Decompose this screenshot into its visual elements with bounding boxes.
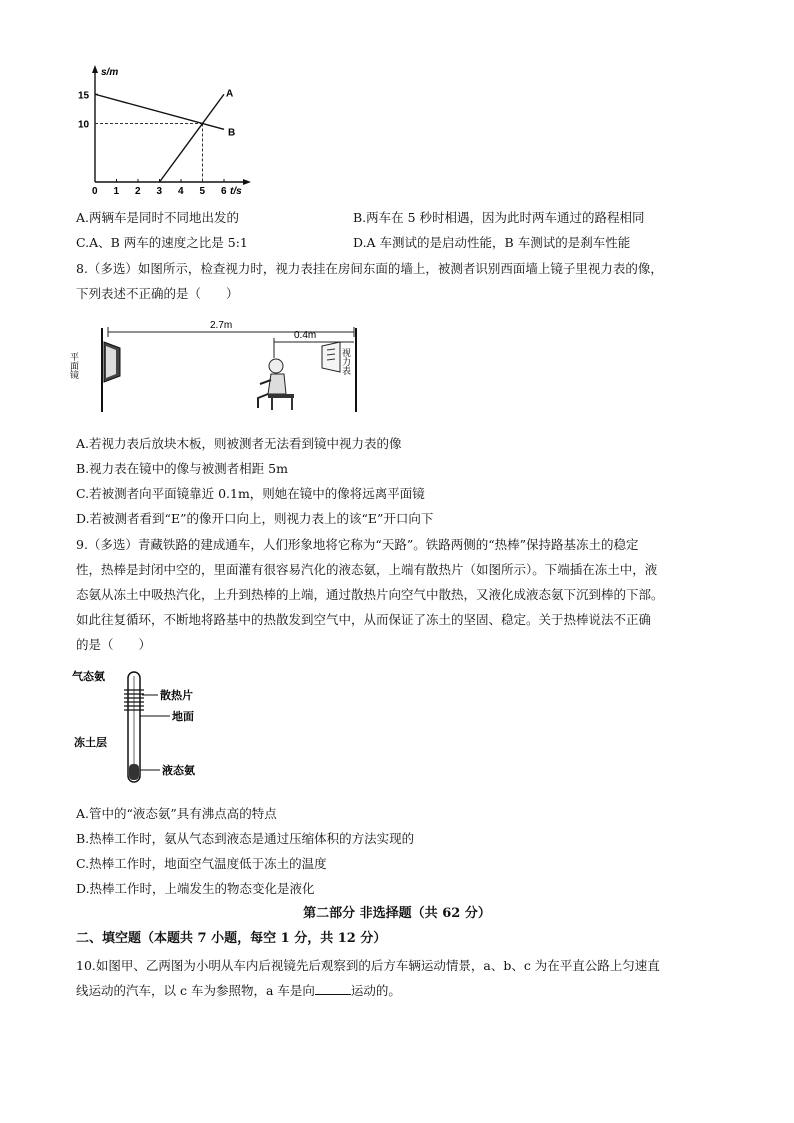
q7-option-b[interactable]: B.两车在 5 秒时相遇，因为此时两车通过的路程相同 — [353, 210, 645, 225]
x-tick-label: 2 — [135, 186, 141, 197]
x-axis-arrow — [243, 179, 251, 185]
q9-option-a[interactable]: A.管中的“液态氨”具有沸点高的特点 — [76, 806, 277, 821]
q10-line2-post: 运动的。 — [350, 983, 401, 998]
ground-label: 地面 — [172, 711, 194, 723]
x-tick-label: 5 — [199, 186, 206, 197]
q7-option-a[interactable]: A.两辆车是同时不同地出发的 — [76, 210, 240, 225]
series-label-a: A — [226, 88, 234, 100]
q9-stem-line5: 的是（ ） — [76, 637, 152, 652]
q9-stem-line2: 性，热棒是封闭中空的，里面灌有很容易汽化的液态氨，上端有散热片（如图所示）。下端插在冻土中，液 — [76, 562, 658, 577]
q8-option-d[interactable]: D.若被测者看到“E”的像开口向上，则视力表上的该“E”开口向下 — [76, 511, 434, 526]
q10-answer-blank[interactable] — [315, 983, 351, 995]
q10-line2 — [76, 983, 401, 999]
q10-line1: 10.如图甲、乙两图为小明从车内后视镜先后观察到的后方车辆运动情景，a、b、c 为在平直公路上匀速直 — [76, 958, 660, 973]
mirror-label: 平面镜 — [69, 352, 79, 379]
heat-pipe-diagram — [72, 668, 242, 790]
st-graph — [68, 62, 268, 198]
x-tick-label: 1 — [113, 186, 120, 197]
x-tick-label: 4 — [178, 186, 184, 197]
q8-option-a[interactable]: A.若视力表后放块木板，则被测者无法看到镜中视力表的像 — [76, 436, 402, 451]
dimension-2-7m: 2.7m — [210, 320, 233, 331]
person-head — [269, 359, 283, 373]
series-line-b — [95, 94, 224, 129]
section2-title: 二、填空题（本题共 7 小题，每空 1 分，共 12 分） — [76, 931, 387, 946]
eye-chart-shape — [322, 342, 340, 372]
q8-stem-line2: 下列表述不正确的是（ ） — [76, 286, 239, 301]
y-axis-arrow — [92, 65, 98, 73]
q7-option-d[interactable]: D.A 车测试的是启动性能，B 车测试的是刹车性能 — [353, 235, 631, 250]
gas-ammonia-label: 气态氨 — [72, 671, 105, 683]
y-axis-label: s/m — [101, 67, 119, 78]
y-tick-label: 10 — [78, 119, 90, 131]
q8-option-c[interactable]: C.若被测者向平面镜靠近 0.1m，则她在镜中的像将远离平面镜 — [76, 486, 425, 501]
x-tick-label: 3 — [156, 186, 163, 197]
q9-stem-line1: 9.（多选）青藏铁路的建成通车，人们形象地将它称为“天路”。铁路两侧的“热棒”保持路基冻土的稳定 — [76, 537, 639, 552]
series-line-a — [160, 94, 225, 182]
x-tick-label: 6 — [221, 186, 227, 197]
q9-option-c[interactable]: C.热棒工作时，地面空气温度低于冻土的温度 — [76, 856, 327, 871]
fins-label: 散热片 — [160, 690, 193, 702]
q10-line2-pre: 线运动的汽车，以 c 车为参照物，a 车是向 — [76, 983, 315, 998]
part2-title: 第二部分 非选择题（共 62 分） — [303, 906, 491, 921]
eye-test-diagram — [69, 314, 382, 416]
eye-chart-label: 视力表 — [341, 348, 351, 375]
q9-option-d[interactable]: D.热棒工作时，上端发生的物态变化是液化 — [76, 881, 315, 896]
q9-stem-line3: 态氨从冻土中吸热汽化，上升到热棒的上端，通过散热片向空气中散热，又液化成液态氨下沉到棒的下部。 — [76, 587, 664, 602]
x-tick-label: 0 — [92, 186, 98, 197]
x-axis-label: t/s — [230, 186, 242, 197]
q8-option-b[interactable]: B.视力表在镜中的像与被测者相距 5m — [76, 461, 288, 476]
frozen-soil-label: 冻土层 — [74, 737, 107, 749]
q8-stem-line1: 8.（多选）如图所示，检查视力时，视力表挂在房间东面的墙上，被测者识别西面墙上镜子里视力表的像， — [76, 261, 663, 276]
series-label-b: B — [228, 127, 236, 139]
q9-stem-line4: 如此往复循环，不断地将路基中的热散发到空气中，从而保证了冻土的坚固、稳定。关于热棒说法不正确 — [76, 612, 652, 627]
y-tick-label: 15 — [78, 90, 90, 102]
q9-option-b[interactable]: B.热棒工作时，氨从气态到液态是通过压缩体积的方法实现的 — [76, 831, 415, 846]
dimension-0-4m: 0.4m — [294, 330, 317, 341]
q7-option-c[interactable]: C.A、B 两车的速度之比是 5:1 — [76, 235, 248, 250]
liquid-ammonia-label: 液态氨 — [162, 765, 195, 777]
